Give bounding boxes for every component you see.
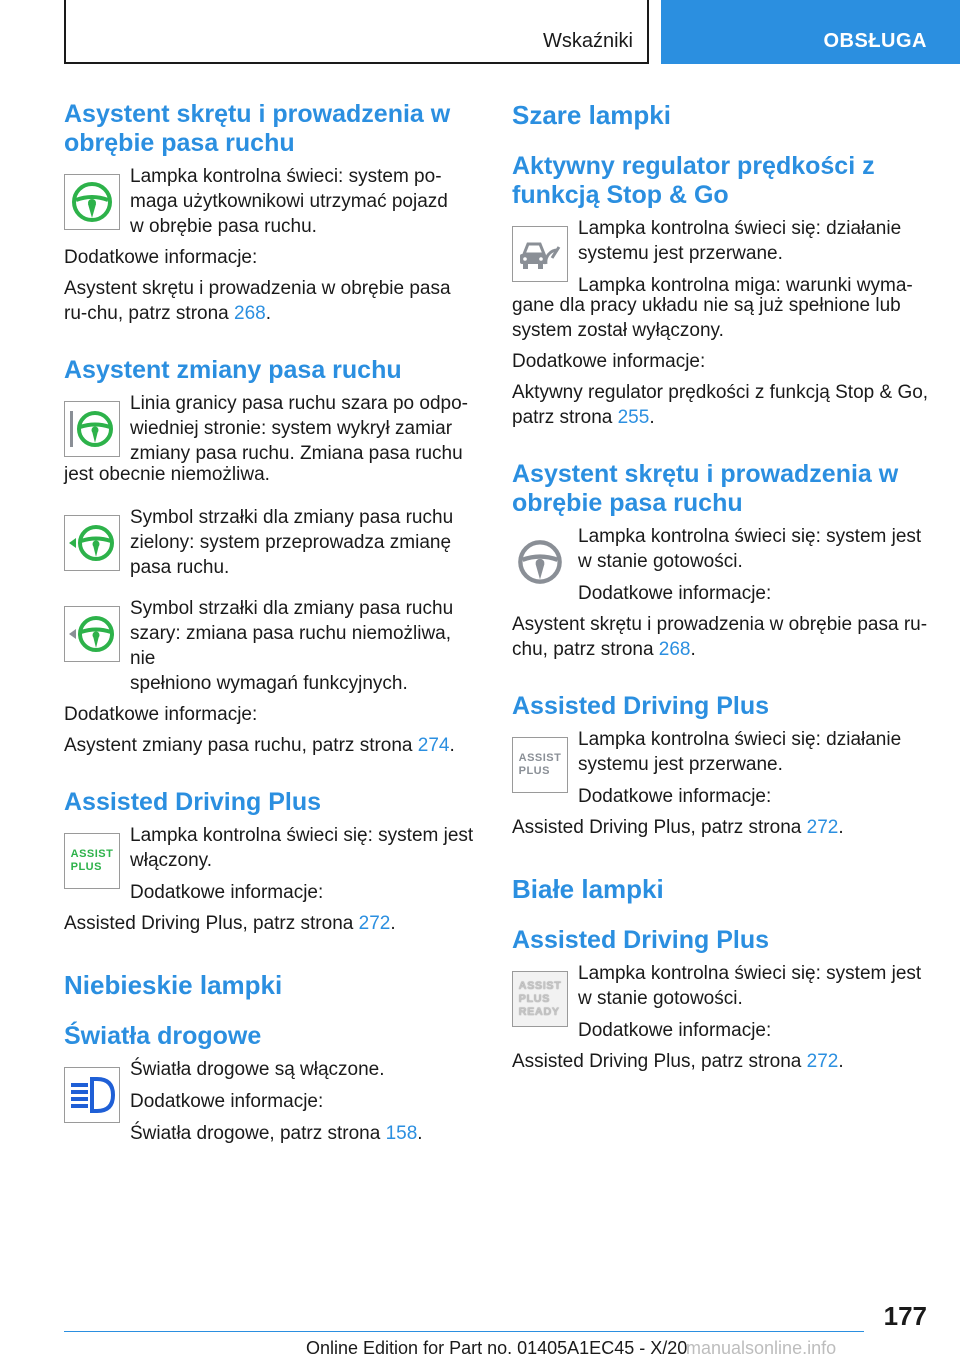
lane-change-arrow-green-icon <box>64 515 120 571</box>
text-line: systemu jest przerwane. <box>578 754 783 775</box>
page-link[interactable]: 272 <box>358 913 391 934</box>
section-title: Asystent skrętu i prowadzenia w obrębie pasa ruchu <box>64 100 451 157</box>
text-line: Symbol strzałki dla zmiany pasa ruchu <box>130 598 454 619</box>
indicator-entry <box>512 961 932 1043</box>
icon-text: ASSIST <box>518 752 562 764</box>
icon-text: READY <box>518 1005 560 1018</box>
text-line: spełniono wymagań funkcyjnych. <box>130 673 408 694</box>
header-section-label: Wskaźniki <box>542 30 633 52</box>
reference-text: Assisted Driving Plus, patrz strona <box>64 913 359 934</box>
text-line: Lampka kontrolna świeci się: system jest <box>578 963 922 984</box>
page-number: 177 <box>883 1301 927 1331</box>
text-line: Dodatkowe informacje: <box>578 786 772 807</box>
footer-edition: Online Edition for Part no. 01405A1EC45 - X/20 <box>306 1338 688 1358</box>
indicator-entry <box>64 505 478 580</box>
header-chapter-label: OBSŁUGA <box>823 30 927 52</box>
reference-text: Światła drogowe, patrz strona <box>130 1123 386 1144</box>
reference-paragraph: Assisted Driving Plus, patrz strona 272. <box>64 913 396 934</box>
text-line: Lampka kontrolna świeci: system po- <box>130 166 442 187</box>
text-line: Dodatkowe informacje: <box>578 1020 772 1041</box>
text-line: Dodatkowe informacje: <box>130 1091 324 1112</box>
reference-text: Asystent skrętu i prowadzenia w obrębie pasa ru-chu, patrz strona <box>512 614 928 660</box>
footer-divider <box>64 1331 864 1332</box>
group-heading: Szare lampki <box>512 100 671 130</box>
group-heading: Niebieskie lampki <box>64 970 283 1000</box>
page-link[interactable]: 272 <box>806 817 839 838</box>
steering-wheel-green-icon <box>64 174 120 230</box>
text-line: Lampka kontrolna świeci się: działanie <box>578 729 902 750</box>
indicator-entry <box>64 596 478 696</box>
text-line: Linia granicy pasa ruchu szara po odpo- <box>130 393 468 414</box>
text-line: Dodatkowe informacje: <box>130 882 324 903</box>
text-line: pasa ruchu. <box>130 557 230 578</box>
text-line: Światła drogowe są włączone. <box>130 1059 385 1080</box>
section-title: Aktywny regulator prędkości z funkcją Stop & Go <box>512 152 875 209</box>
page-link[interactable]: 255 <box>617 407 650 428</box>
more-info-label: Dodatkowe informacje: <box>64 704 258 725</box>
icon-text: PLUS <box>518 765 550 777</box>
text-line: Dodatkowe informacje: <box>578 583 772 604</box>
indicator-entry <box>512 216 932 298</box>
footer-watermark: manualsonline.info <box>686 1338 837 1358</box>
text-line: Lampka kontrolna świeci się: system jest <box>130 825 474 846</box>
right-column <box>512 100 932 1074</box>
text-line: w obrębie pasa ruchu. <box>130 216 317 237</box>
reference-paragraph: Asystent skrętu i prowadzenia w obrębie pasa ru-chu, patrz strona 268. <box>64 278 451 324</box>
text-line: systemu jest przerwane. <box>578 243 783 264</box>
icon-text: PLUS <box>518 992 550 1005</box>
page-link[interactable]: 268 <box>234 303 266 324</box>
text-line: maga użytkownikowi utrzymać pojazd <box>130 191 448 212</box>
left-column <box>64 100 478 1146</box>
section-title: Światła drogowe <box>64 1022 262 1050</box>
more-info-label: Dodatkowe informacje: <box>512 351 706 372</box>
icon-text: ASSIST <box>70 848 114 860</box>
reference-paragraph: Assisted Driving Plus, patrz strona 272. <box>512 1051 844 1072</box>
indicator-entry <box>64 391 478 466</box>
text-line: Lampka kontrolna świeci się: system jest <box>578 526 922 547</box>
reference-text: Asystent skrętu i prowadzenia w obrębie pasa ru-chu, patrz strona <box>64 278 451 324</box>
steering-wheel-grey-icon <box>512 534 568 590</box>
page-link[interactable]: 268 <box>658 639 691 660</box>
reference-paragraph: Aktywny regulator prędkości z funkcją Stop & Go, patrz strona 255. <box>512 382 929 428</box>
header-section-box <box>64 0 649 64</box>
text-line: w stanie gotowości. <box>578 551 743 572</box>
cruise-control-stop-go-icon <box>512 226 568 282</box>
text-paragraph: gane dla pracy układu nie są już spełnione lub system został wyłączony. <box>512 295 901 341</box>
reference-paragraph: Asystent skrętu i prowadzenia w obrębie pasa ru-chu, patrz strona 268. <box>512 614 928 660</box>
text-line: Symbol strzałki dla zmiany pasa ruchu <box>130 507 454 528</box>
page-link[interactable]: 158 <box>385 1123 418 1144</box>
group-heading: Białe lampki <box>512 874 664 904</box>
high-beam-icon <box>64 1067 120 1123</box>
icon-text: ASSIST <box>518 979 562 992</box>
lane-change-line-icon <box>64 401 120 457</box>
text-line: Lampka kontrolna świeci się: działanie <box>578 218 902 239</box>
reference-paragraph: Assisted Driving Plus, patrz strona 272. <box>512 817 844 838</box>
section-title: Asystent skrętu i prowadzenia w obrębie pasa ruchu <box>512 460 899 517</box>
lane-change-arrow-grey-icon <box>64 606 120 662</box>
assist-plus-green-icon <box>64 833 120 889</box>
indicator-entry <box>64 164 478 239</box>
section-title: Assisted Driving Plus <box>64 788 322 816</box>
header-chapter-tab <box>661 0 960 64</box>
section-title: Assisted Driving Plus <box>512 926 770 954</box>
text-line: szary: zmiana pasa ruchu niemożliwa, nie <box>130 623 452 669</box>
section-title: Asystent zmiany pasa ruchu <box>64 356 402 384</box>
text-line: zielony: system przeprowadza zmianę <box>130 532 452 553</box>
text-line: wiedniej stronie: system wykrył zamiar <box>130 418 453 439</box>
icon-text: PLUS <box>70 861 102 873</box>
reference-text: Assisted Driving Plus, patrz strona <box>512 817 807 838</box>
reference-text: Aktywny regulator prędkości z funkcją Stop & Go, patrz strona <box>512 382 929 428</box>
text-line: zmiany pasa ruchu. Zmiana pasa ruchu <box>130 443 463 464</box>
more-info-label: Dodatkowe informacje: <box>64 247 258 268</box>
reference-text: Asystent zmiany pasa ruchu, patrz strona <box>64 735 418 756</box>
page-link[interactable]: 274 <box>417 735 450 756</box>
text-line: Lampka kontrolna miga: warunki wyma- <box>578 275 913 296</box>
indicator-entry <box>64 823 478 905</box>
page-link[interactable]: 272 <box>806 1051 839 1072</box>
indicator-entry <box>512 727 932 809</box>
text-line: jest obecnie niemożliwa. <box>64 464 270 485</box>
reference-paragraph: Asystent zmiany pasa ruchu, patrz strona 274. <box>64 735 455 756</box>
assist-plus-grey-icon <box>512 737 568 793</box>
reference-text: Assisted Driving Plus, patrz strona <box>512 1051 807 1072</box>
section-title: Assisted Driving Plus <box>512 692 770 720</box>
text-line: włączony. <box>130 850 213 871</box>
indicator-entry <box>512 524 932 606</box>
text-line: w stanie gotowości. <box>578 988 743 1009</box>
indicator-entry: Światła drogowe są włączone. Dodatkowe informacje: Światła drogowe, patrz strona 158. <box>64 1057 478 1146</box>
assist-plus-ready-icon <box>512 971 568 1027</box>
